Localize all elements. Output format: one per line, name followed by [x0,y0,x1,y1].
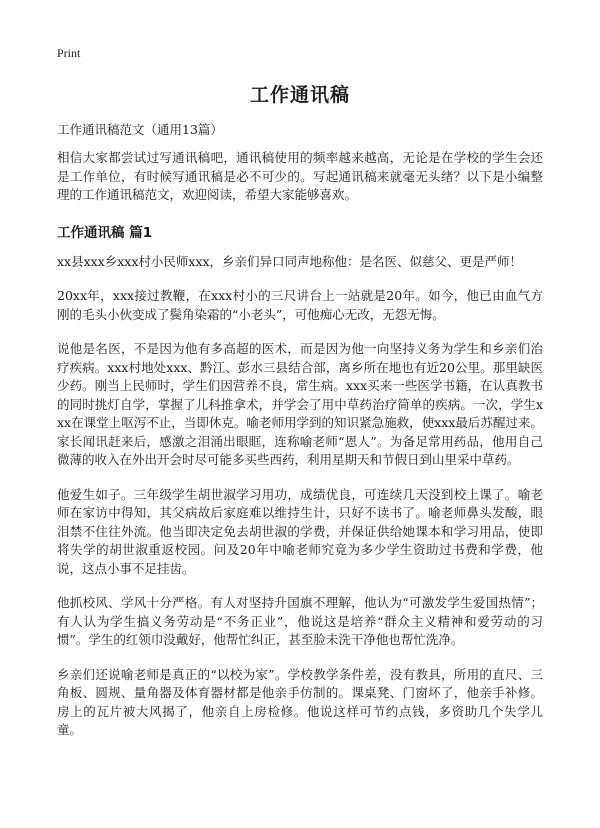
intro-paragraph: 相信大家都尝试过写通讯稿吧，通讯稿使用的频率越来越高，无论是在学校的学生会还是工作单位，有时候写通讯稿是必不可少的。写起通讯稿来就毫无头绪？以下是小编整理的工作通讯稿范文，欢迎阅读，希望大家能够喜欢。 [57,150,543,202]
section-heading: 工作通讯稿 篇1 [57,224,153,241]
paragraph: 乡亲们还说喻老师是真正的“以校为家”。学校教学条件差，没有教具，所用的直尺、三角板、圆规、量角器及体育器材都是他亲手仿制的。课桌凳、门窗坏了，他亲手补修。房上的瓦片被大风揭了，他亲自上房检修。他说这样可节约点钱，多资助几个失学儿童。 [57,666,543,737]
article-subtitle: 工作通讯稿范文（通用13篇） [57,122,223,137]
paragraph: 他抓校风、学风十分严格。有人对坚持升国旗不理解，他认为“可激发学生爱国热情”；有人认为学生搞义务劳动是“不务正业”，他说这是培养“群众主义精神和爱劳动的习惯”。学生的红领巾没戴好，他帮忙纠正，甚至脸未洗干净他也帮忙洗净。 [57,595,543,647]
article-body [57,121,543,756]
page-title: 工作通讯稿 [249,84,350,106]
paragraph: 说他是名医，不是因为他有多高超的医术，而是因为他一向坚持义务为学生和乡亲们治疗疾病。xxx村地处xxx、黔江、彭水三县结合部，离乡所在地也有近20公里。那里缺医少药。刚当上民师时，学生们因营养不良，常生病。xxx买来一些医学书籍，在认真教书的同时挑灯自学，掌握了儿科推拿术，并学会了用中草药治疗简单的疾病。一次，学生xxx在课堂上呕泻不止，当即休克。喻老师用学到的知识紧急施救，使xxx最后苏醒过来。家长闻讯赶来后，感激之泪涌出眼眶，连称喻老师“恩人”。为备足常用药品，他用自己微薄的收入在外出开会时尽可能多买些西药，利用星期天和节假日到山里采中草药。 [57,341,543,467]
print-link[interactable]: Print [57,46,81,60]
paragraph: 他爱生如子。三年级学生胡世淑学习用功，成绩优良，可连续几天没到校上课了。喻老师在家访中得知，其父病故后家庭难以维持生计，只好不读书了。喻老师鼻头发酸，眼泪禁不住往外流。他当即决定免去胡世淑的学费，并保证供给她课本和学习用品，使即将失学的胡世淑重返校园。问及20年中喻老师究竟为多少学生资助过书费和学费，他说，这点小事不足挂齿。 [57,486,543,576]
paragraph: 20xx年，xxx接过教鞭，在xxx村小的三尺讲台上一站就是20年。如今，他已由血气方刚的毛头小伙变成了鬓角染霜的“小老头”，可他痴心无改，无怨无悔。 [57,288,543,322]
paragraph: xx县xxx乡xxx村小民师xxx，乡亲们异口同声地称他：是名医、似慈父、更是严师！ [57,253,523,269]
